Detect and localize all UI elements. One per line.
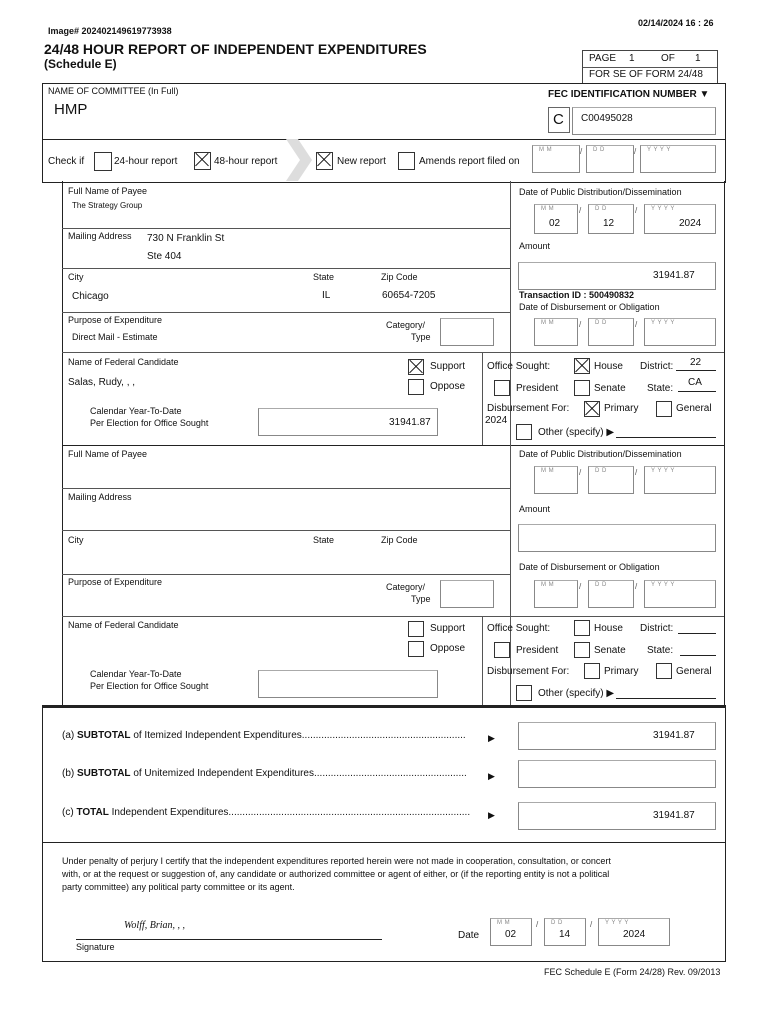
subtotal-b-text: of Unitemized Independent Expenditures....................................................... (133, 768, 467, 779)
subtotal-b-prefix: (b) (62, 768, 75, 779)
mm-mask: M M (541, 206, 555, 212)
sign-date-yyyy[interactable] (598, 918, 670, 946)
total-c-prefix: (c) (62, 807, 74, 818)
category2-label: Category/ (386, 582, 426, 592)
support-label: Support (430, 361, 466, 372)
disb-date-label: Date of Disbursement or Obligation (519, 302, 660, 312)
total-c-line (62, 807, 470, 818)
president2-label: President (516, 645, 559, 656)
subtotal-a-field[interactable] (518, 722, 716, 750)
form-subtitle: (Schedule E) (44, 57, 117, 71)
committee-name: HMP (54, 101, 88, 118)
subtotal-b-bold: SUBTOTAL (77, 768, 131, 779)
zip-label: Zip Code (381, 272, 418, 282)
ytd-value: 31941.87 (389, 417, 431, 428)
zip-value: 60654-7205 (382, 290, 436, 301)
amends-date-yyyy[interactable] (640, 145, 716, 173)
state2-value: CA (688, 377, 702, 388)
yyyy-mask: Y Y Y Y (651, 206, 675, 212)
pub-date-dd[interactable] (588, 204, 634, 234)
state-value: IL (322, 290, 331, 301)
senate2-label: Senate (594, 645, 626, 656)
senate2-checkbox[interactable] (574, 642, 590, 658)
subtotal-b-line (62, 768, 467, 779)
disb-date2-label: Date of Disbursement or Obligation (519, 562, 660, 572)
ytd2-field[interactable] (258, 670, 438, 698)
subtotal-a-line (62, 730, 466, 741)
disb-date2-yyyy[interactable] (644, 580, 716, 608)
of-label: OF (661, 53, 675, 64)
ytd-label2: Per Election for Office Sought (90, 418, 209, 428)
chevron-arrow-icon (286, 139, 312, 181)
sign-yyyy-value: 2024 (623, 929, 646, 940)
ytd2-label1: Calendar Year-To-Date (90, 669, 182, 679)
page-label: PAGE (589, 53, 617, 64)
dd-mask: D D (595, 468, 607, 474)
amount-field[interactable] (518, 262, 716, 290)
primary2-checkbox[interactable] (584, 663, 600, 679)
disb-date-yyyy[interactable] (644, 318, 716, 346)
subtotal-b-field[interactable] (518, 760, 716, 788)
district2-label: District: (640, 623, 674, 634)
primary-label: Primary (604, 403, 639, 414)
sign-date-mm[interactable] (490, 918, 532, 946)
arrow-c-icon: ▶ (488, 810, 495, 820)
committee-name-label: NAME OF COMMITTEE (In Full) (48, 86, 179, 96)
zip2-label: Zip Code (381, 535, 418, 545)
state2-label: State: (647, 383, 674, 394)
category-label: Category/ (386, 320, 426, 330)
other-label: Other (specify) ▶ (538, 427, 615, 438)
district-value: 22 (690, 357, 702, 368)
general2-checkbox[interactable] (656, 663, 672, 679)
yyyy-mask: Y Y Y Y (651, 320, 675, 326)
ytd-field[interactable] (258, 408, 438, 436)
fec-id: C00495028 (581, 113, 633, 124)
city-label: City (68, 272, 84, 282)
yyyy-mask: Y Y Y Y (647, 147, 671, 153)
category2-field[interactable] (440, 580, 494, 608)
transaction-id: Transaction ID : 500490832 (519, 290, 635, 300)
oppose-checkbox[interactable] (408, 379, 424, 395)
payee-name: The Strategy Group (72, 201, 143, 210)
sign-mm-value: 02 (505, 929, 517, 940)
payee2-label: Full Name of Payee (68, 449, 148, 459)
category-field[interactable] (440, 318, 494, 346)
dd-mask: D D (595, 206, 607, 212)
certification-line1: Under penalty of perjury I certify that the independent expenditures reported herein were not made in cooperation, consultation, or concert (62, 856, 611, 866)
election-year: 2024 (485, 415, 508, 426)
payee-label: Full Name of Payee (68, 186, 148, 196)
h24-label: 24-hour report (114, 156, 178, 167)
for-se-label: FOR SE OF FORM 24/48 (589, 69, 703, 80)
city-value: Chicago (72, 291, 109, 302)
general2-label: General (676, 666, 712, 677)
fec-prefix: C (553, 111, 564, 128)
signer-name: Wolff, Brian, , , (124, 920, 186, 931)
purpose-value: Direct Mail - Estimate (72, 332, 158, 342)
disb-date2-dd[interactable] (588, 580, 634, 608)
house-label: House (594, 361, 623, 372)
support2-checkbox[interactable] (408, 621, 424, 637)
oppose2-checkbox[interactable] (408, 641, 424, 657)
amends-label: Amends report filed on (419, 156, 520, 167)
address-label: Mailing Address (68, 231, 132, 241)
district-label: District: (640, 361, 674, 372)
total-c-bold: TOTAL (76, 807, 109, 818)
new-report-checkbox[interactable] (316, 152, 333, 170)
dd-mask: D D (595, 320, 607, 326)
state2b-label: State: (647, 645, 674, 656)
address2-label: Mailing Address (68, 492, 132, 502)
fec-prefix-box (548, 107, 570, 133)
page-box (582, 50, 718, 84)
amount-label: Amount (519, 241, 551, 251)
ytd-label1: Calendar Year-To-Date (90, 406, 182, 416)
image-number: Image# 202402149619773938 (48, 26, 172, 36)
house2-checkbox[interactable] (574, 620, 590, 636)
general-label: General (676, 403, 712, 414)
address-line2: Ste 404 (147, 251, 182, 262)
pub-date-mm[interactable] (534, 204, 578, 234)
mm-mask: M M (497, 920, 511, 926)
pub-date2-mm[interactable] (534, 466, 578, 494)
h24-checkbox[interactable] (94, 152, 112, 171)
house-checkbox[interactable] (574, 358, 590, 374)
pub-date-label: Date of Public Distribution/Dissemination (519, 187, 682, 197)
h48-checkbox[interactable] (194, 152, 211, 170)
amount2-field[interactable] (518, 524, 716, 552)
pub-dd-value: 12 (603, 218, 615, 229)
amount2-label: Amount (519, 504, 551, 514)
mm-mask: M M (541, 320, 555, 326)
primary2-label: Primary (604, 666, 639, 677)
office2-label: Office Sought: (487, 623, 551, 634)
form-title: 24/48 HOUR REPORT OF INDEPENDENT EXPENDITURES (44, 41, 427, 57)
entry2-left-border (62, 445, 63, 705)
support-checkbox[interactable] (408, 359, 424, 375)
date-label: Date (458, 930, 480, 941)
total-c-text: Independent Expenditures....................................................................................... (111, 807, 471, 818)
type-label: Type (411, 332, 431, 342)
pub-date2-yyyy[interactable] (644, 466, 716, 494)
yyyy-mask: Y Y Y Y (605, 920, 629, 926)
type2-label: Type (411, 594, 431, 604)
mm-mask: M M (541, 582, 555, 588)
disb-date-dd[interactable] (588, 318, 634, 346)
other-checkbox[interactable] (516, 424, 532, 440)
office-sought-label: Office Sought: (487, 361, 551, 372)
house2-label: House (594, 623, 623, 634)
sign-dd-value: 14 (559, 929, 571, 940)
other2-checkbox[interactable] (516, 685, 532, 701)
pub-date-yyyy[interactable] (644, 204, 716, 234)
support2-label: Support (430, 623, 466, 634)
dd-mask: D D (595, 582, 607, 588)
mm-mask: M M (541, 468, 555, 474)
other2-label: Other (specify) ▶ (538, 688, 615, 699)
subtotal-a-bold: SUBTOTAL (77, 730, 131, 741)
total-c-field[interactable] (518, 802, 716, 830)
pub-date2-dd[interactable] (588, 466, 634, 494)
yyyy-mask: Y Y Y Y (651, 468, 675, 474)
primary-checkbox[interactable] (584, 401, 600, 417)
certification-line3: party committee) any political party committee or its agent. (62, 882, 295, 892)
amends-date-mm[interactable] (532, 145, 580, 173)
mm-mask: M M (539, 147, 553, 153)
new-report-label: New report (337, 156, 386, 167)
oppose2-label: Oppose (430, 643, 466, 654)
fec-id-field[interactable] (572, 107, 716, 135)
sign-date-dd[interactable] (544, 918, 586, 946)
h48-label: 48-hour report (214, 156, 278, 167)
subtotal-a-value: 31941.87 (653, 730, 695, 741)
disb2-for-label: Disbursement For: (487, 666, 570, 677)
ytd2-label2: Per Election for Office Sought (90, 681, 209, 691)
form-footer: FEC Schedule E (Form 24/28) Rev. 09/2013 (544, 967, 721, 977)
candidate-name: Salas, Rudy, , , (68, 377, 136, 388)
senate-checkbox[interactable] (574, 380, 590, 396)
disb-date-mm[interactable] (534, 318, 578, 346)
oppose-label: Oppose (430, 381, 466, 392)
state-label: State (313, 272, 335, 282)
page-total: 1 (695, 53, 701, 64)
entry1-right-border (724, 181, 725, 445)
yyyy-mask: Y Y Y Y (651, 582, 675, 588)
disb-date2-mm[interactable] (534, 580, 578, 608)
total-c-value: 31941.87 (653, 810, 695, 821)
signature-label: Signature (76, 942, 115, 952)
amends-date-dd[interactable] (586, 145, 634, 173)
arrow-b-icon: ▶ (488, 771, 495, 781)
subtotal-a-text: of Itemized Independent Expenditures........................................................... (133, 730, 466, 741)
page-number: 1 (629, 53, 635, 64)
city2-label: City (68, 535, 84, 545)
address-line1: 730 N Franklin St (147, 233, 225, 244)
purpose-label: Purpose of Expenditure (68, 315, 163, 325)
amount-value: 31941.87 (653, 270, 695, 281)
state-2-label: State (313, 535, 335, 545)
general-checkbox[interactable] (656, 401, 672, 417)
amends-checkbox[interactable] (398, 152, 415, 170)
fec-id-label: FEC IDENTIFICATION NUMBER ▼ (548, 89, 710, 100)
pub-yyyy-value: 2024 (679, 218, 702, 229)
purpose2-label: Purpose of Expenditure (68, 577, 163, 587)
candidate2-label: Name of Federal Candidate (68, 620, 179, 630)
pub-date2-label: Date of Public Distribution/Dissemination (519, 449, 682, 459)
check-if-label: Check if (48, 156, 85, 167)
timestamp: 02/14/2024 16 : 26 (638, 18, 714, 28)
subtotal-a-prefix: (a) (62, 730, 75, 741)
disb-for-label: Disbursement For: (487, 403, 570, 414)
president-label: President (516, 383, 559, 394)
dd-mask: D D (593, 147, 605, 153)
president2-checkbox[interactable] (494, 642, 510, 658)
entry2-right-border (724, 445, 725, 705)
arrow-a-icon: ▶ (488, 733, 495, 743)
candidate-label: Name of Federal Candidate (68, 357, 179, 367)
certification-line2: with, or at the request or suggestion of, any candidate or authorized committee or agent of either, or (if the reporting entity is not a political (62, 869, 610, 879)
dd-mask: D D (551, 920, 563, 926)
senate-label: Senate (594, 383, 626, 394)
pub-mm-value: 02 (549, 218, 561, 229)
president-checkbox[interactable] (494, 380, 510, 396)
